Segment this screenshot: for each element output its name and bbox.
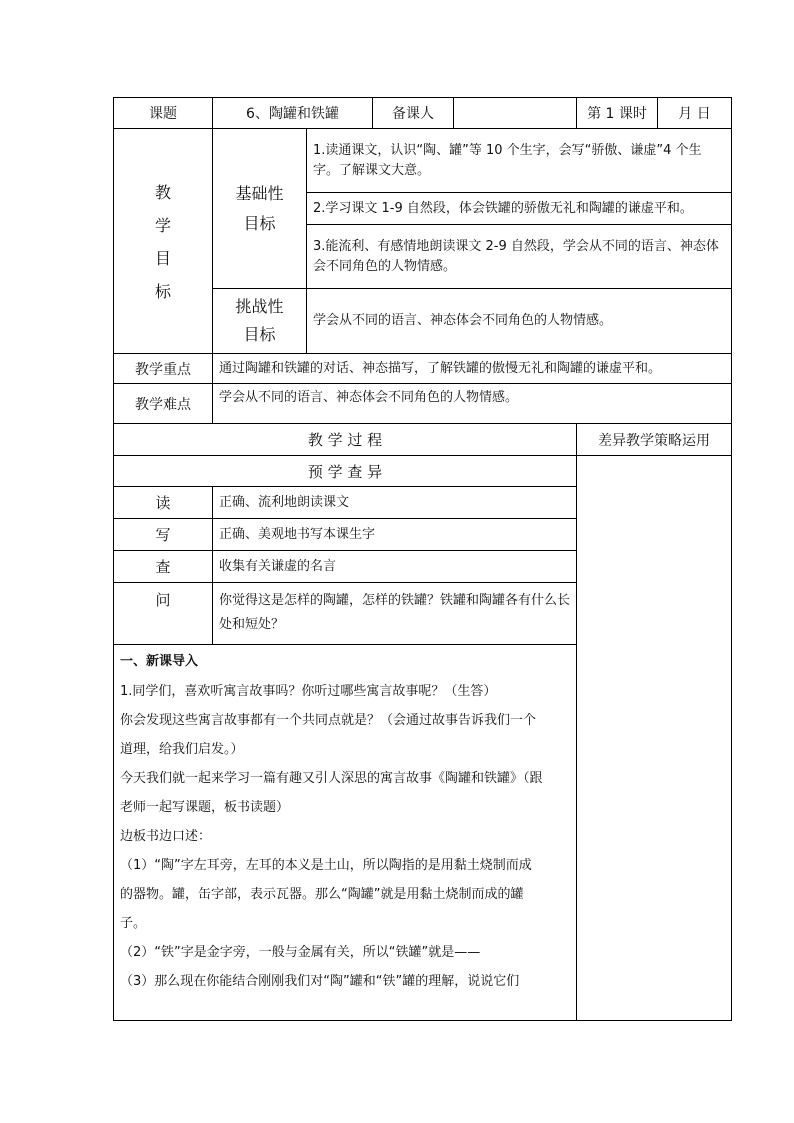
basic-label-line2: 目标	[243, 213, 276, 233]
basic-goal-item-2: 2.学习课文 1-9 自然段，体会铁罐的骄傲无礼和陶罐的谦虚平和。	[306, 192, 732, 224]
goals-label-char: 教	[154, 183, 171, 202]
basic-goal-label	[212, 128, 306, 288]
body-line: 1.同学们，喜欢听寓言故事吗？你听过哪些寓言故事呢？（生答）	[120, 684, 497, 699]
goals-label-char: 学	[154, 216, 171, 235]
basic-label-line1: 基础性	[235, 183, 284, 203]
challenge-goal-text: 学会从不同的语言、神态体会不同角色的人物情感。	[306, 288, 732, 353]
date-field: 月 日	[657, 97, 732, 128]
difficulty-text: 学会从不同的语言、神态体会不同角色的人物情感。	[212, 383, 732, 423]
preview-row-search-label: 查	[113, 550, 212, 582]
body-line: 你会发现这些寓言故事都有一个共同点就是？（会通过故事告诉我们一个	[120, 713, 537, 728]
body-line: （2）“铁”字是金字旁，一般与金属有关，所以“铁罐”就是——	[120, 945, 481, 960]
preview-row-search-text: 收集有关谦虚的名言	[212, 550, 576, 582]
body-line: 老师一起写课题，板书读题）	[120, 800, 290, 815]
preview-row-write-label: 写	[113, 518, 212, 550]
process-title: 教 学 过 程	[113, 423, 576, 455]
preparer-value	[453, 97, 576, 128]
preview-row-read-label: 读	[113, 486, 212, 518]
body-line: 边板书边口述：	[120, 829, 212, 844]
body-line: 子。	[120, 916, 147, 931]
challenge-label-line1: 挑战性	[235, 297, 284, 316]
body-line: 道理，给我们启发。）	[120, 742, 244, 757]
strategy-title: 差异教学策略运用	[576, 423, 732, 455]
body-line: （1）“陶”字左耳旁，左耳的本义是土山，所以陶指的是用黏土烧制而成	[120, 858, 532, 873]
topic-label: 课题	[113, 97, 212, 128]
body-line: 今天我们就一起来学习一篇有趣又引人深思的寓言故事《陶罐和铁罐》（跟	[120, 771, 543, 786]
lesson-body	[113, 644, 576, 1021]
basic-goal-item-3: 3.能流利、有感情地朗读课文 2-9 自然段，学会从不同的语言、神态体会不同角色的人物情感。	[306, 224, 732, 288]
challenge-goal-label	[212, 288, 306, 353]
topic-value: 6、陶罐和铁罐	[212, 97, 372, 128]
body-line-heading: 一、新课导入	[120, 654, 199, 669]
body-line: （3）那么现在你能结合刚刚我们对“陶”罐和“铁”罐的理解，说说它们	[120, 974, 520, 989]
goals-label-char: 目	[154, 249, 171, 268]
goals-section-label	[113, 128, 212, 353]
basic-goal-item-1: 1.读通课文，认识“陶、罐”等 10 个生字，会写“骄傲、谦虚”4 个生字。了解课文大意。	[306, 128, 732, 192]
goals-label-text	[155, 180, 171, 302]
lesson-number: 第 1 课时	[576, 97, 657, 128]
preview-row-write-text: 正确、美观地书写本课生字	[212, 518, 576, 550]
body-line: 的器物。罐，缶字部，表示瓦器。那么“陶罐”就是用黏土烧制而成的罐	[120, 887, 524, 902]
strategy-column	[576, 455, 732, 1021]
preview-row-ask-text: 你觉得这是怎样的陶罐，怎样的铁罐？铁罐和陶罐各有什么长处和短处？	[212, 582, 576, 644]
preview-row-read-text: 正确、流利地朗读课文	[212, 486, 576, 518]
preview-title: 预 学 查 异	[113, 455, 576, 486]
key-point-text: 通过陶罐和铁罐的对话、神态描写，了解铁罐的傲慢无礼和陶罐的谦虚平和。	[212, 353, 732, 383]
challenge-label-line2: 目标	[243, 325, 276, 344]
preview-row-ask-label: 问	[113, 582, 212, 644]
difficulty-label: 教学难点	[113, 383, 212, 423]
preparer-label: 备课人	[372, 97, 453, 128]
goals-label-char: 标	[154, 282, 171, 301]
key-point-label: 教学重点	[113, 353, 212, 383]
